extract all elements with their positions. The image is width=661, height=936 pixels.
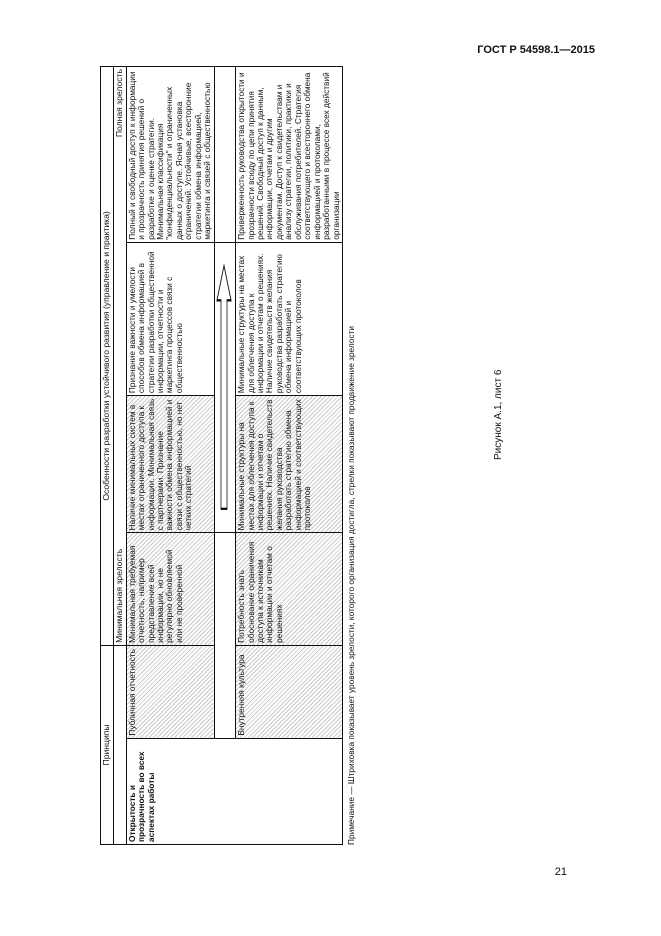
maturity-cell: Признание важности и умелости способов обмена информацией в стратегии разработки общественной информации, отчетности и маркетинга процессов связи с общественностью	[126, 242, 214, 395]
features-header: Особенности разработки устойчивого развития (управление и практика)	[101, 67, 114, 646]
page-number: 21	[554, 866, 567, 878]
maturity-table	[100, 66, 343, 845]
maturity-cell: Минимальные структуры на местах для облегчения доступа к информации и отчетам о решениях. Наличие свидетельств желания руководства разработать стратегию обмена информацией и соответствующих протоколов	[236, 396, 343, 533]
scale-max-label: Полная зрелость	[113, 69, 124, 138]
principle-cell: Открытость и прозрачность во всех аспектах работы	[126, 738, 343, 844]
aspect-cell: Внутренняя культура	[236, 645, 343, 738]
maturity-cell: Потребность знать обоснование ограничения доступа к источникам информации и отчетам о решениях	[236, 533, 343, 646]
scale-min-label: Минимальная зрелость	[113, 548, 124, 643]
right-arrow-icon	[215, 243, 233, 533]
table-row	[126, 67, 214, 845]
maturity-cell: Минимальные структуры на местах для облегчения доступа к информации и отчетам о решениях. Наличие свидетельств желания руководства разработать стратегию обмена информацией и соответствующих протоколов	[236, 242, 343, 395]
aspect-cell: Публичная отчетность	[126, 645, 214, 738]
arrow-row	[214, 67, 235, 845]
header-row	[101, 67, 114, 845]
standard-header: ГОСТ Р 54598.1—2015	[477, 44, 595, 56]
maturity-cell: Минимальная требуемая отчетность, например представление всей информации, но не регулярно обновляемой или не проверенной	[126, 533, 214, 646]
scale-row	[113, 67, 126, 845]
maturity-cell: Полный и свободный доступ к информации и прозрачность принятия решений о разработке и оценке стратегии. Минимальная классификация "конфиденциальности" и ограниченных данных о доступе. Ясная установка ограничений. Устойчивые, всесторонние стратегии обмена информацией, маркетинга и связей с общественностью	[126, 67, 214, 243]
maturity-cell: Приверженность руководства открытости и прозрачности всюду по цепи принятия решений. Свободный доступ к данным, информации, отчетам и другим документам. Доступ к свидетельствам и анализу стратегии, политики, практики и обслуживания потребителей. Стратегия соответствующего и всестороннего обмена информацией и протоколами, разработанными в процессе всех действий организации	[236, 67, 343, 243]
table-note: Примечание — Штриховка показывает уровень зрелости, которого организация достигла, стрелки показывают продвижение зрелости	[346, 325, 357, 845]
maturity-cell: Наличие минимальных систем в местах ограниченного доступа к информации. Минимальная связь с партнерами. Признание важности обмена информацией и связи с общественностью, но нет четких стратегий	[126, 396, 214, 533]
rotated-table-block	[100, 66, 459, 845]
table-row	[236, 67, 343, 845]
maturity-scale	[113, 67, 126, 646]
principles-header: Принципы	[101, 645, 114, 844]
figure-caption: Рисунок А.1, лист 6	[493, 369, 504, 460]
